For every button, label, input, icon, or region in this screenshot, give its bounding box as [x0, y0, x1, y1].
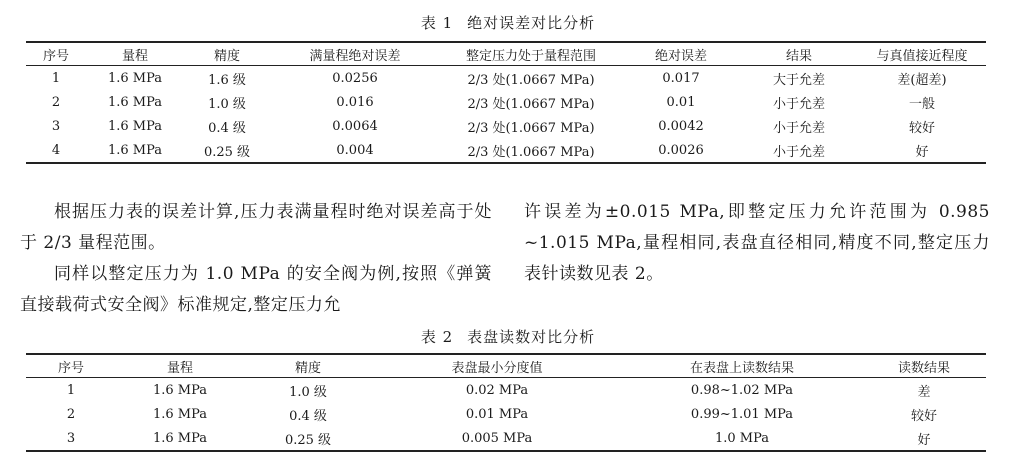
table2-header-cell: 序号 — [26, 354, 116, 378]
table-cell: 2 — [51, 94, 61, 110]
table-cell: 1.6 MPa — [152, 382, 208, 398]
table-cell: 较好 — [910, 408, 937, 424]
table-cell: 2/3 处(1.0667 MPa) — [467, 96, 595, 112]
table-cell: 1.6 MPa — [152, 406, 208, 422]
table-row — [26, 66, 986, 91]
table-cell: 0.01 — [666, 94, 696, 110]
table-cell: 2/3 处(1.0667 MPa) — [467, 72, 595, 88]
table1-caption — [0, 12, 1016, 33]
table-row — [26, 90, 986, 114]
table2-header-cell: 量程 — [116, 354, 244, 378]
table1-header-row — [26, 42, 986, 66]
table-cell: 0.016 — [336, 94, 374, 110]
table-cell: 0.02 MPa — [465, 382, 529, 398]
table-cell: 1.6 级 — [208, 72, 246, 88]
table-cell: 2/3 处(1.0667 MPa) — [467, 120, 595, 136]
table1-caption-number: 表 1 — [420, 14, 454, 32]
table-row — [26, 426, 986, 451]
table-cell: 3 — [26, 426, 116, 451]
table-cell: 0.0064 — [332, 118, 378, 134]
table-cell: 小于允差 — [740, 138, 858, 163]
table-cell: 好 — [858, 138, 986, 163]
table1-header-cell: 绝对误差 — [622, 42, 740, 66]
table-cell: 差 — [917, 384, 931, 400]
table-cell: 0.0026 — [622, 138, 740, 163]
table1-header-cell: 与真值接近程度 — [858, 42, 986, 66]
table2 — [26, 353, 986, 452]
table-row — [26, 402, 986, 426]
table-row — [26, 138, 986, 163]
table2-header-cell: 表盘最小分度值 — [372, 354, 622, 378]
table-cell: 2/3 处(1.0667 MPa) — [440, 138, 622, 163]
table1-header-cell: 精度 — [184, 42, 270, 66]
table-cell: 0.004 — [270, 138, 440, 163]
table-cell: 差(超差) — [897, 72, 947, 88]
table-row — [26, 378, 986, 403]
table-cell: 0.4 级 — [289, 408, 327, 424]
body-paragraph: 根据压力表的误差计算,压力表满量程时绝对误差高于处于 2/3 量程范围。 — [20, 202, 492, 253]
table-cell: 1.6 MPa — [116, 426, 244, 451]
table-cell: 0.99~1.01 MPa — [690, 406, 794, 422]
table-row — [26, 114, 986, 138]
body-paragraph: 同样以整定压力为 1.0 MPa 的安全阀为例,按照《弹簧直接载荷式安全阀》标准规定,整定压力允 — [20, 264, 492, 315]
table-cell: 0.005 MPa — [372, 426, 622, 451]
table-cell: 小于允差 — [772, 96, 825, 112]
table-cell: 0.25 级 — [184, 138, 270, 163]
table-cell: 2 — [66, 406, 76, 422]
table-cell: 1.0 MPa — [622, 426, 862, 451]
table1-header-cell: 量程 — [86, 42, 184, 66]
table-cell: 0.25 级 — [244, 426, 372, 451]
table2-header-cell: 读数结果 — [862, 354, 986, 378]
table-cell: 1.0 级 — [208, 96, 246, 112]
table1-caption-title: 绝对误差对比分析 — [467, 14, 596, 32]
table1-header-cell: 序号 — [26, 42, 86, 66]
table2-caption-title: 表盘读数对比分析 — [467, 328, 596, 346]
table-cell: 1.6 MPa — [86, 138, 184, 163]
table2-header-cell: 在表盘上读数结果 — [622, 354, 862, 378]
table2-caption — [0, 326, 1016, 347]
table2-header-row — [26, 354, 986, 378]
body-text-right-column — [524, 197, 990, 290]
body-text-left-column — [20, 197, 492, 321]
table-cell: 1.6 MPa — [107, 94, 163, 110]
table-cell: 3 — [51, 118, 61, 134]
table-cell: 1.6 MPa — [107, 70, 163, 86]
table1-header-cell: 整定压力处于量程范围 — [440, 42, 622, 66]
body-paragraph: 许误差为±0.015 MPa,即整定压力允许范围为 0.985 ~1.015 MPa,量程相同,表盘直径相同,精度不同,整定压力表针读数见表 2。 — [524, 202, 990, 284]
table-cell: 一般 — [908, 96, 935, 112]
table-cell: 0.98~1.02 MPa — [690, 382, 794, 398]
table-cell: 0.01 MPa — [465, 406, 529, 422]
table-cell: 0.4 级 — [208, 120, 246, 136]
table-cell: 1 — [51, 70, 61, 86]
table-cell: 1.6 MPa — [107, 118, 163, 134]
table2-header-cell: 精度 — [244, 354, 372, 378]
table-cell: 1.0 级 — [289, 384, 327, 400]
table-cell: 小于允差 — [772, 120, 825, 136]
table-cell: 4 — [26, 138, 86, 163]
table-cell: 好 — [862, 426, 986, 451]
table1 — [26, 41, 986, 164]
table1-header-cell: 结果 — [740, 42, 858, 66]
table-cell: 较好 — [908, 120, 935, 136]
table1-header-cell: 满量程绝对误差 — [270, 42, 440, 66]
table-cell: 0.0256 — [332, 70, 378, 86]
table-cell: 0.017 — [662, 70, 700, 86]
table2-caption-number: 表 2 — [420, 328, 454, 346]
table-cell: 大于允差 — [772, 72, 825, 88]
table-cell: 1 — [66, 382, 76, 398]
table-cell: 0.0042 — [658, 118, 704, 134]
